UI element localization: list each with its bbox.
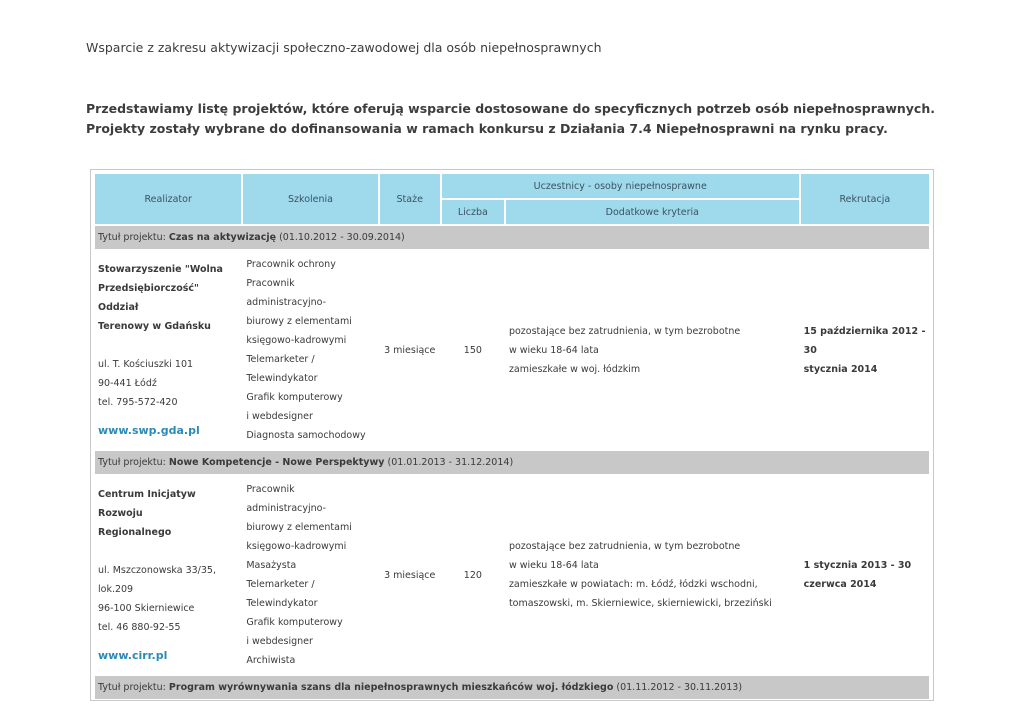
header-staze: Staże [380, 174, 440, 224]
recruitment-line: 15 października 2012 - 30 [803, 325, 926, 356]
project-title-prefix: Tytuł projektu: [98, 682, 166, 693]
criteria-cell [506, 251, 799, 449]
org-name-line: Regionalnego [98, 527, 172, 538]
training-line: Grafik komputerowy [246, 617, 343, 628]
projects-table [93, 172, 931, 701]
project-title-prefix: Tytuł projektu: [98, 457, 166, 468]
criteria-line: zamieszkałe w woj. łódzkim [508, 363, 641, 375]
training-line: Telewindykator [246, 373, 318, 384]
criteria-line: zamieszkałe w powiatach: m. Łódź, łódzki wschodni, [508, 579, 758, 590]
intro-paragraph: Przedstawiamy listę projektów, które oferują wsparcie dostosowane do specyficznych potrzeb osób niepełnosprawnych. Projekty zostały wybrane do dofinansowania w ramach konkursu z Działania 7.4 Niepełnosprawni na rynku pracy. [86, 101, 935, 136]
header-realizator: Realizator [95, 174, 241, 224]
address-line: lok.209 [98, 584, 134, 595]
training-line: Pracownik ochrony [246, 259, 336, 270]
recruitment-cell [801, 476, 929, 674]
address-line: tel. 46 880-92-55 [98, 622, 181, 633]
page-title: Wsparcie z zakresu aktywizacji społeczno-zawodowej dla osób niepełnosprawnych [86, 40, 602, 55]
training-line: księgowo-kadrowymi [246, 541, 347, 552]
realizator-cell [95, 251, 241, 449]
project-title-row [95, 676, 929, 699]
project-period: (01.10.2012 - 30.09.2014) [279, 232, 405, 243]
trainings-cell [243, 251, 377, 449]
org-name-line: Centrum Inicjatyw Rozwoju [98, 489, 196, 519]
project-period: (01.01.2013 - 31.12.2014) [387, 457, 514, 468]
training-line: biurowy z elementami [246, 522, 352, 533]
project-title: Nowe Kompetencje - Nowe Perspektywy [168, 457, 385, 468]
criteria-line: w wieku 18-64 lata [508, 344, 599, 356]
training-line: Telemarketer / [246, 354, 315, 365]
recruitment-line: stycznia 2014 [803, 363, 878, 375]
internship-cell: 3 miesiące [384, 344, 436, 356]
project-period: (01.11.2012 - 30.11.2013) [616, 682, 743, 693]
training-line: Archiwista [246, 655, 296, 666]
project-title-row [95, 226, 929, 249]
header-uczestnicy: Uczestnicy - osoby niepełnosprawne [442, 174, 799, 198]
recruitment-line: 1 stycznia 2013 - 30 [803, 560, 912, 571]
org-name-line: Stowarzyszenie "Wolna [98, 264, 223, 275]
project-title-row [95, 451, 929, 474]
count-cell: 120 [463, 569, 482, 581]
header-liczba: Liczba [442, 200, 504, 224]
project-title-prefix: Tytuł projektu: [98, 232, 166, 243]
criteria-line: w wieku 18-64 lata [508, 560, 599, 571]
training-line: księgowo-kadrowymi [246, 335, 347, 346]
website-link[interactable]: www.swp.gda.pl [98, 424, 200, 437]
recruitment-cell [801, 251, 929, 449]
criteria-line: tomaszowski, m. Skierniewice, skierniewicki, brzeziński [508, 598, 772, 609]
criteria-line: pozostające bez zatrudnienia, w tym bezrobotne [508, 325, 741, 337]
criteria-line: pozostające bez zatrudnienia, w tym bezrobotne [508, 541, 741, 552]
training-line: Pracownik administracyjno- [246, 278, 327, 308]
projects-table-frame [90, 169, 934, 701]
address-line: ul. Mszczonowska 33/35, [98, 565, 216, 576]
criteria-cell [506, 476, 799, 674]
address-line: 90-441 Łódź [98, 378, 157, 389]
header-kryteria: Dodatkowe kryteria [506, 200, 799, 224]
training-line: i webdesigner [246, 411, 313, 422]
training-line: Grafik komputerowy [246, 392, 343, 403]
training-line: Telewindykator [246, 598, 318, 609]
training-line: biurowy z elementami [246, 316, 352, 327]
project-title: Program wyrównywania szans dla niepełnosprawnych mieszkańców woj. łódzkiego [168, 682, 614, 693]
header-rekrutacja: Rekrutacja [801, 174, 929, 224]
realizator-cell [95, 476, 241, 674]
internship-cell: 3 miesiące [384, 569, 436, 581]
training-line: Masażysta [246, 560, 297, 571]
address-line: tel. 795-572-420 [98, 397, 178, 408]
training-line: Diagnosta samochodowy [246, 430, 366, 441]
count-cell: 150 [463, 344, 482, 356]
website-link[interactable]: www.cirr.pl [98, 649, 168, 662]
training-line: Pracownik administracyjno- [246, 484, 327, 514]
table-row [95, 251, 929, 449]
org-name-line: Terenowy w Gdańsku [98, 321, 211, 332]
header-szkolenia: Szkolenia [243, 174, 377, 224]
training-line: Telemarketer / [246, 579, 315, 590]
org-name-line: Przedsiębiorczość" Oddział [98, 283, 199, 313]
training-line: i webdesigner [246, 636, 313, 647]
table-row [95, 476, 929, 674]
address-line: 96-100 Skierniewice [98, 603, 195, 614]
trainings-cell [243, 476, 377, 674]
project-title: Czas na aktywizację [168, 232, 277, 243]
recruitment-line: czerwca 2014 [803, 579, 877, 590]
address-line: ul. T. Kościuszki 101 [98, 359, 194, 370]
